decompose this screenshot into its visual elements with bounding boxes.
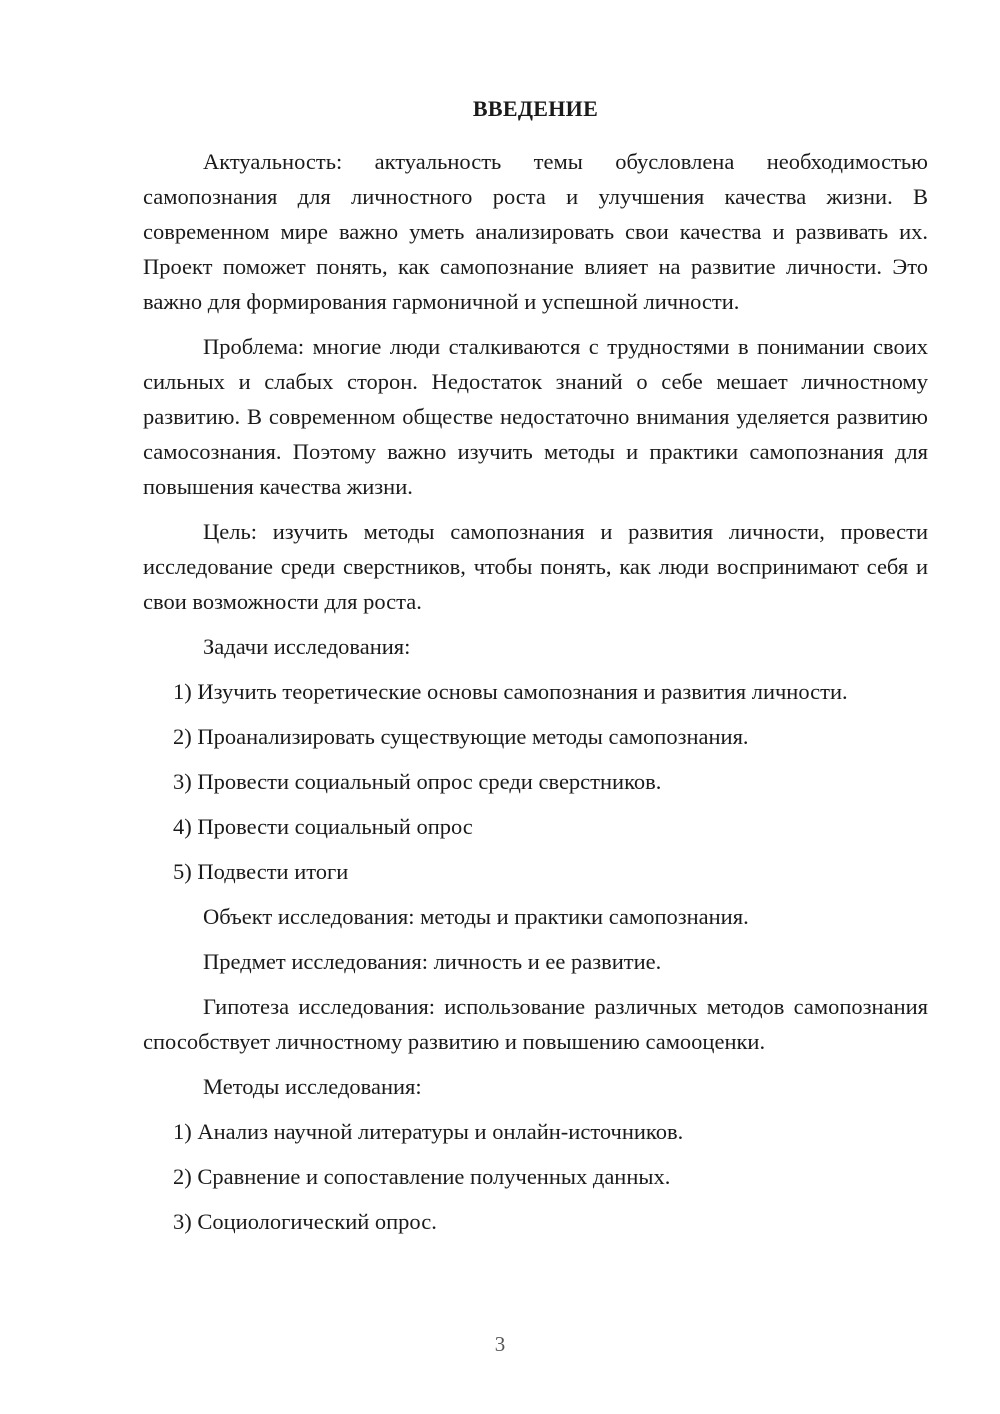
page-number: 3 <box>494 1332 506 1356</box>
task-item: 3) Провести социальный опрос среди сверстников. <box>173 769 662 794</box>
relevance-paragraph: Актуальность: актуальность темы обусловлена необходимостью самопознания для личностного роста и улучшения качества жизни. В современном мире важно уметь анализировать свои качества и развивать их. Проект поможет понять, как самопознание влияет на развитие личности. Это важно для формирования гармоничной и успешной личности. <box>143 149 928 314</box>
object-paragraph: Объект исследования: методы и практики самопознания. <box>203 904 749 929</box>
page-title: ВВЕДЕНИЕ <box>472 96 599 121</box>
methods-heading: Методы исследования: <box>203 1074 422 1099</box>
method-item: 1) Анализ научной литературы и онлайн-источников. <box>173 1119 684 1144</box>
tasks-heading: Задачи исследования: <box>203 634 411 659</box>
goal-paragraph: Цель: изучить методы самопознания и развития личности, провести исследование среди сверстников, чтобы понять, как люди воспринимают себя и свои возможности для роста. <box>143 519 928 614</box>
hypothesis-paragraph: Гипотеза исследования: использование различных методов самопознания способствует личностному развитию и повышению самооценки. <box>143 994 928 1054</box>
method-item: 2) Сравнение и сопоставление полученных данных. <box>173 1164 671 1189</box>
problem-paragraph: Проблема: многие люди сталкиваются с трудностями в понимании своих сильных и слабых сторон. Недостаток знаний о себе мешает личностному развитию. В современном обществе недостаточно внимания уделяется развитию самосознания. Поэтому важно изучить методы и практики самопознания для повышения качества жизни. <box>143 334 928 499</box>
subject-paragraph: Предмет исследования: личность и ее развитие. <box>203 949 662 974</box>
task-item: 2) Проанализировать существующие методы самопознания. <box>173 724 749 749</box>
task-item: 5) Подвести итоги <box>173 859 349 884</box>
method-item: 3) Социологический опрос. <box>173 1209 437 1234</box>
task-item: 1) Изучить теоретические основы самопознания и развития личности. <box>173 679 848 704</box>
task-item: 4) Провести социальный опрос <box>173 814 473 839</box>
